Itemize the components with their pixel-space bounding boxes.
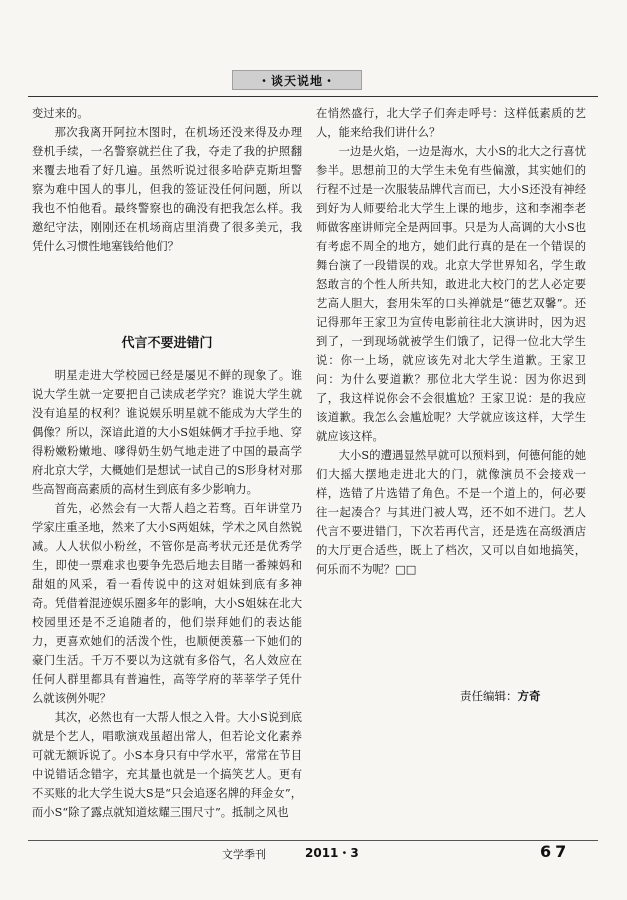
page-number: 67 — [540, 842, 571, 861]
left-column-top — [32, 104, 302, 304]
editor-label: 责任编辑： — [460, 689, 518, 703]
section-header-band — [232, 70, 362, 90]
right-column — [316, 104, 586, 579]
paragraph: 大小S的遭遇显然早就可以预料到，何德何能的她们大摇大摆地走进北大的门，就像演员不会接戏一样，选错了片选错了角色。不是一个道上的，何必要往一起凑合？与其进门被人骂，还不如不进门。艺人代言不要进错门，下次若再代言，还是选在高级酒店的大厅更合适些，既上了档次，又可以自如地搞笑，何乐而不为呢？□□ — [316, 449, 586, 576]
paragraph: 在悄然盛行，北大学子们奔走呼号：这样低素质的艺人，能来给我们讲什么？ — [316, 107, 586, 139]
responsible-editor — [460, 688, 541, 704]
footer-rule — [28, 840, 598, 841]
left-column-article — [32, 366, 302, 838]
paragraph: 其次，必然也有一大帮人恨之入骨。大小S说到底就是个艺人，唱歌演戏虽超出常人，但若论文化素养可就无额诉说了。小S本身只有中学水平，常常在节目中说错话念错字，充其量也就是一个搞笑艺人。更有不买账的北大学生说大S是“只会追逐名牌的拜金女”，而小S“除了露点就知道炫耀三围尺寸”。抵制之风也 — [32, 711, 302, 819]
section-header-title: ・谈天说地・ — [257, 73, 336, 88]
issue-number: 2011・3 — [305, 846, 359, 860]
paragraph: 变过来的。 — [32, 107, 89, 120]
editor-name: 方奇 — [517, 689, 541, 703]
paragraph: 首先，必然会有一大帮人趋之若骛。百年讲堂乃学家庄重圣地，然来了大小S两姐妹，学术之风自然锐减。人人状似小粉丝，不管你是高考状元还是优秀学生，即使一票难求也要争先恐后地去目睹一番辣妈和甜姐的风采，看一看传说中的这对姐妹到底有多神奇。凭借着混迹娱乐圈多年的影响，大小S姐妹在北大校园里还是不乏追随者的，他们崇拜她们的表达能力，更喜欢她们的活泼个性，也顺便羡慕一下她们的豪门生活。千万不要以为这就有多俗气，名人效应在任何人群里都具有普遍性，高等学府的莘莘学子凭什么就该例外呢？ — [32, 502, 302, 705]
journal-name: 文学季刊 — [222, 848, 266, 861]
paragraph: 那次我离开阿拉木图时，在机场还没来得及办理登机手续，一名警察就拦住了我，夺走了我的护照翻来覆去地看了好几遍。虽然听说过很多哈萨克斯坦警察为难中国人的事儿，但我的签证没任何问题，所以我也不怕他看。最终警察也的确没有把我怎么样。我邀纪守法，刚刚还在机场商店里消费了很多美元，我凭什么习惯性地塞钱给他们？ — [32, 126, 302, 253]
header-rule — [28, 96, 598, 97]
paragraph: 明星走进大学校园已经是屡见不鲜的现象了。谁说大学生就一定要把自己读成老学究？谁说大学生就没有追星的权利？谁说娱乐明星就不能成为大学生的偶像？所以，深谙此道的大小S姐妹俩才手拉手地、穿得粉嫩粉嫩地、嗲得奶生奶气地走进了中国的最高学府北京大学，大概她们是想试一试自己的S形身材对那些高智商高素质的高材生到底有多少影响力。 — [32, 369, 302, 496]
article-title: 代言不要进错门 — [121, 336, 213, 351]
paragraph: 一边是火焰，一边是海水，大小S的北大之行喜忧参半。思想前卫的大学生未免有些偏激，其实她们的行程不过是一次服装品牌代言而已，大小S还没有神经到好为人师要给北大学生上课的地步，这和李湘李老师做客座讲师完全是两回事。只是为人高调的大小S也有考虑不周全的地方，她们此行真的是在一个错误的舞台演了一段错误的戏。北京大学世界知名，学生敢怒敢言的个性人所共知，敢进北大校门的艺人必定要艺高人胆大，套用朱军的口头禅就是“德艺双馨”。还记得那年王家卫为宣传电影前往北大演讲时，因为迟到了，一到现场就被学生们饿了，记得一位北大学生说：你一上场，就应该先对北大学生道歉。王家卫问：为什么要道歉？那位北大学生说：因为你迟到了，我这样说你会不会很尴尬？王家卫说：是的我应该道歉。我怎么会尴尬呢？大学就应该这样，大学生就应该这样。 — [316, 145, 586, 443]
